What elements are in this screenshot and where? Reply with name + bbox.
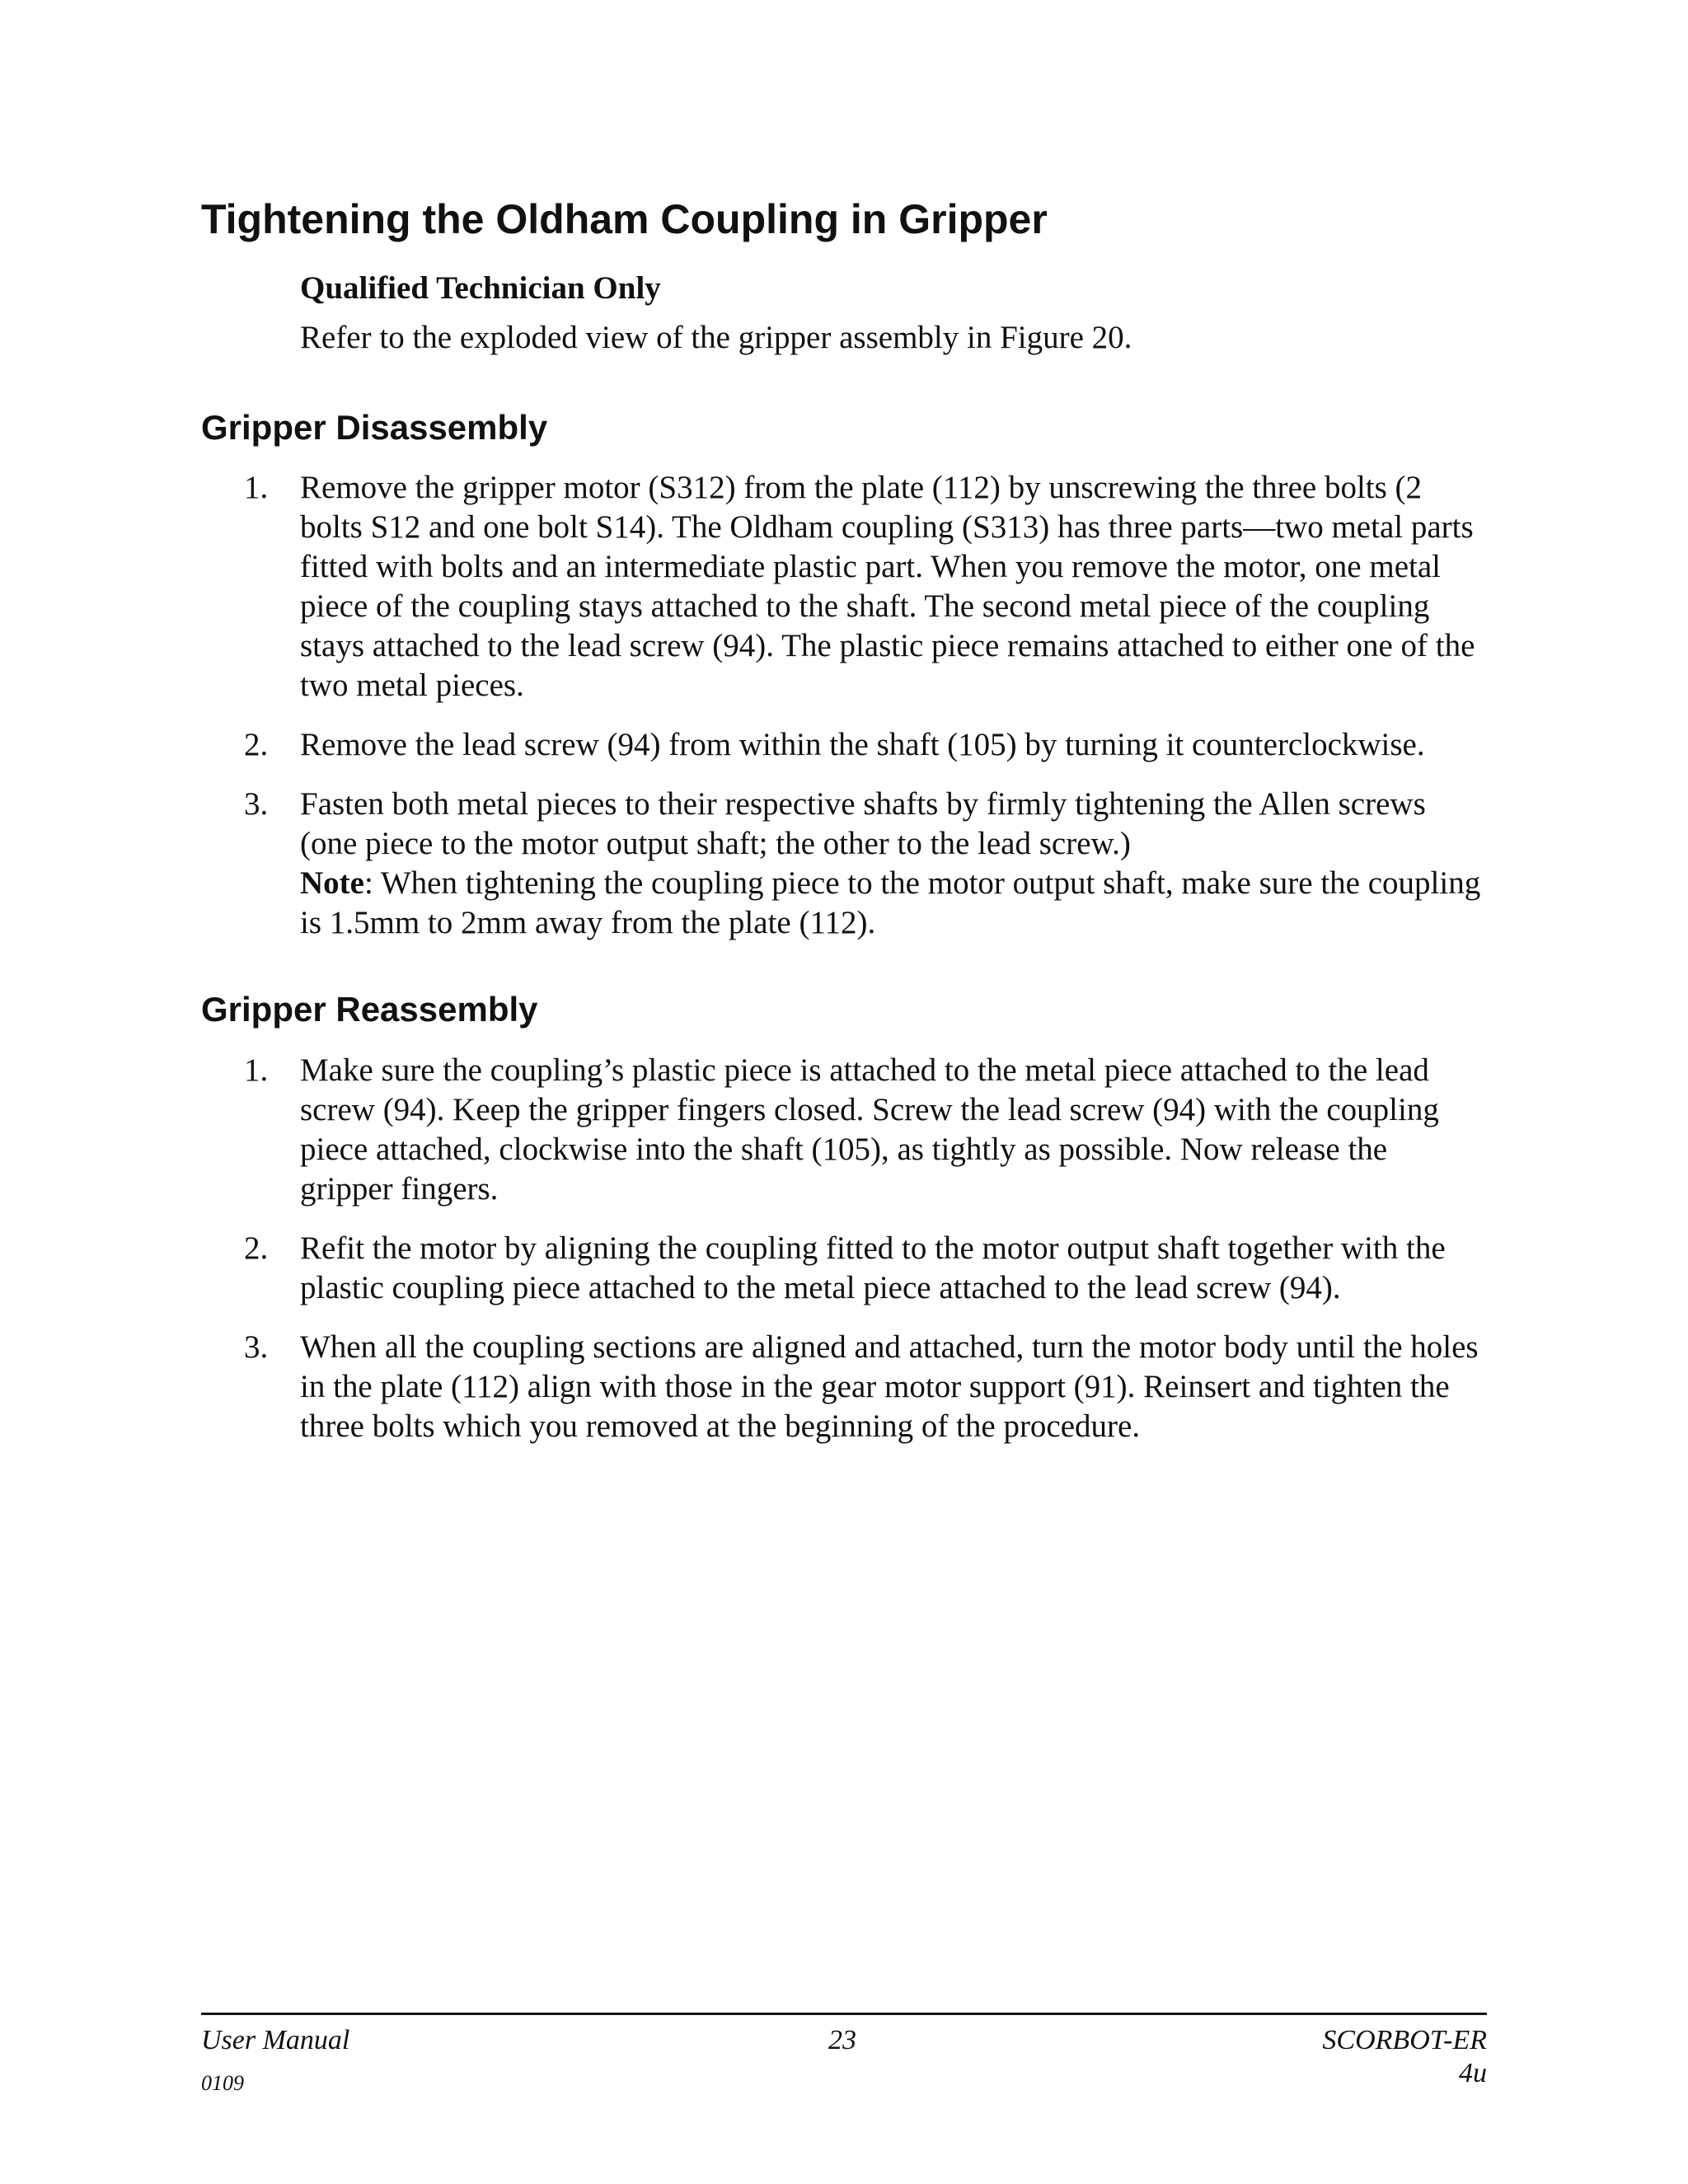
step-text: Remove the lead screw (94) from within the shaft (105) by turning it counterclockwise. — [300, 727, 1425, 762]
footer-page-number: 23 — [828, 2025, 856, 2055]
footer-product-name: SCORBOT-ER 4u — [1322, 2025, 1487, 2088]
step-text: Refit the motor by aligning the coupling fitted to the motor output shaft together with the plastic coupling piece attached to the metal piece attached to the lead screw (94). — [300, 1230, 1446, 1305]
disassembly-step-2 — [0, 725, 1487, 765]
step-text: Fasten both metal pieces to their respective shafts by firmly tightening the Allen screws (one piece to the motor output shaft; the other to the lead screw.) — [300, 786, 1426, 861]
reassembly-heading: Gripper Reassembly — [201, 990, 538, 1029]
reassembly-step-1 — [0, 1051, 1487, 1209]
step-number: 1. — [244, 470, 269, 505]
page-title: Tightening the Oldham Coupling in Gripper — [201, 196, 1048, 242]
disassembly-steps — [0, 468, 1688, 963]
step-number: 2. — [244, 727, 269, 762]
step-text: When all the coupling sections are aligned and attached, turn the motor body until the holes in the plate (112) align with those in the gear motor support (91). Reinsert and tighten the three bolts which you removed at the beginning of the procedure. — [300, 1329, 1479, 1444]
note-label: Note — [300, 865, 364, 901]
qualified-technician-notice: Qualified Technician Only — [300, 270, 661, 306]
disassembly-step-1 — [0, 468, 1487, 705]
step-number: 3. — [244, 1329, 269, 1365]
step-number: 3. — [244, 786, 269, 822]
note-text: : When tightening the coupling piece to the motor output shaft, make sure the coupling is 1.5mm to 2mm away from the plate (112). — [300, 865, 1481, 940]
reassembly-step-3 — [0, 1328, 1487, 1446]
footer-divider — [201, 2013, 1487, 2015]
reassembly-steps — [0, 1051, 1688, 1466]
step-number: 2. — [244, 1230, 269, 1266]
step-text: Remove the gripper motor (S312) from the plate (112) by unscrewing the three bolts (2 bolts S12 and one bolt S14). The Oldham coupling (S313) has three parts—two metal parts fitted with bolts and an intermediate plastic part. When you remove the motor, one metal piece of the coupling stays attached to the shaft. The second metal piece of the coupling stays attached to the lead screw (94). The plastic piece remains attached to either one of the two metal pieces. — [300, 470, 1475, 703]
step-text: Make sure the coupling’s plastic piece is attached to the metal piece attached to the lead screw (94). Keep the gripper fingers closed. Screw the lead screw (94) with the coupling piece attached, clockwise into the shaft (105), as tightly as possible. Now release the gripper fingers. — [300, 1052, 1439, 1207]
disassembly-heading: Gripper Disassembly — [201, 408, 548, 447]
step-number: 1. — [244, 1052, 269, 1088]
footer-revision-code: 0109 — [201, 2071, 244, 2095]
figure-reference-text: Refer to the exploded view of the gripper assembly in Figure 20. — [300, 320, 1132, 355]
intro-block — [300, 269, 1487, 358]
footer-document-name: User Manual — [201, 2025, 350, 2055]
disassembly-step-3 — [0, 785, 1487, 943]
reassembly-step-2 — [0, 1229, 1487, 1308]
